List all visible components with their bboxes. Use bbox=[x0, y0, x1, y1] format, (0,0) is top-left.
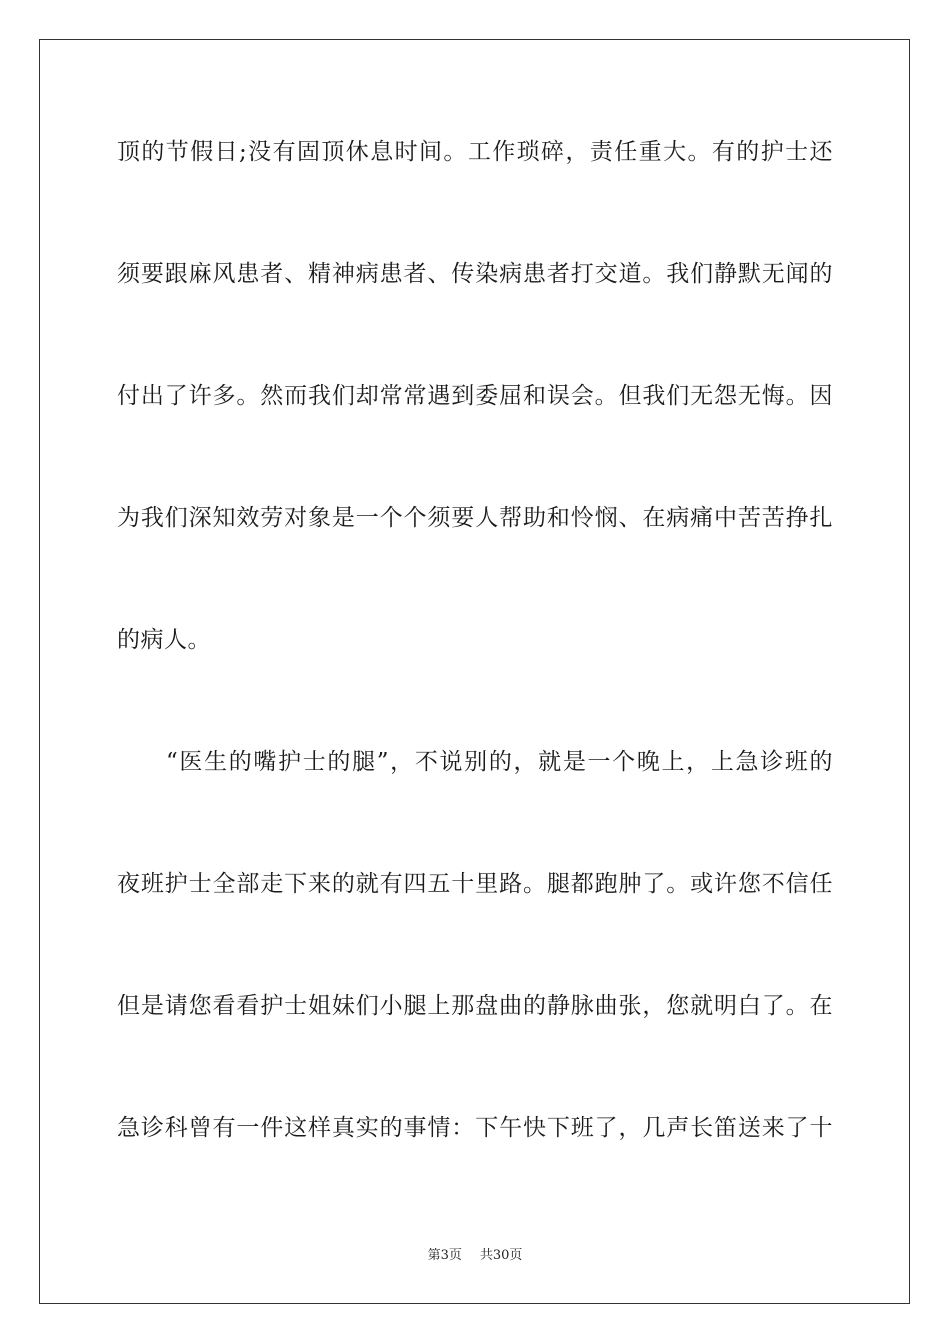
paragraph-line: 急诊科曾有一件这样真实的事情：下午快下班了，几声长笛送来了十 bbox=[117, 1115, 833, 1141]
paragraph-line: 付出了许多。然而我们却常常遇到委屈和误会。但我们无怨无悔。因 bbox=[117, 383, 833, 409]
paragraph-line: “医生的嘴护士的腿”，不说别的，就是一个晚上，上急诊班的 bbox=[166, 749, 833, 775]
paragraph-line: 夜班护士全部走下来的就有四五十里路。腿都跑肿了。或许您不信任 bbox=[117, 871, 833, 897]
paragraph-line: 须要跟麻风患者、精神病患者、传染病患者打交道。我们静默无闻的 bbox=[117, 261, 833, 287]
paragraph-line: 但是请您看看护士姐妹们小腿上那盘曲的静脉曲张，您就明白了。在 bbox=[117, 993, 833, 1019]
paragraph-line: 的病人。 bbox=[117, 627, 211, 653]
paragraph-line: 为我们深知效劳对象是一个个须要人帮助和怜悯、在病痛中苦苦挣扎 bbox=[117, 505, 833, 531]
paragraph-line: 顶的节假日;没有固顶休息时间。工作琐碎，责任重大。有的护士还 bbox=[117, 139, 833, 165]
page-footer bbox=[0, 1247, 950, 1265]
page-number: 第3页 bbox=[427, 1248, 462, 1263]
page-total: 共30页 bbox=[479, 1248, 523, 1263]
